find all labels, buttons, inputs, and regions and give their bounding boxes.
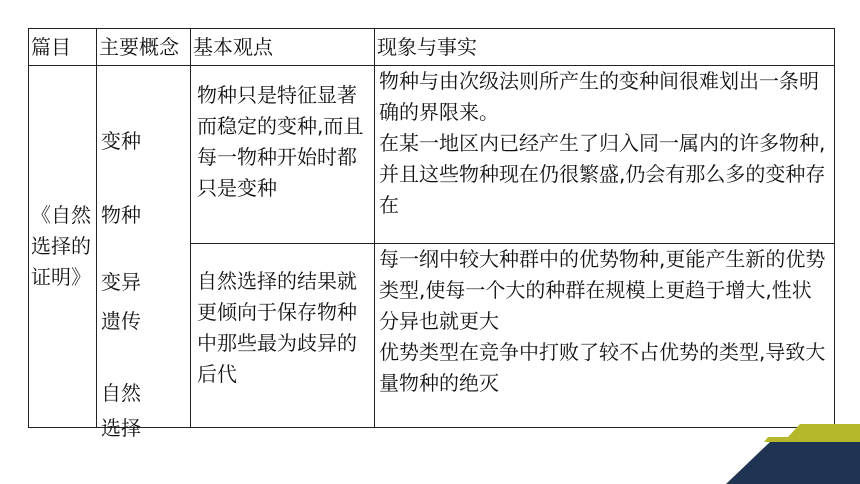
header-label: 基本观点	[193, 35, 273, 59]
concept-item: 自然	[101, 381, 141, 405]
header-label: 现象与事实	[377, 35, 477, 59]
header-view-col	[191, 29, 375, 66]
header-concept-col	[97, 29, 191, 66]
content-table	[28, 28, 835, 440]
navy-block	[726, 442, 860, 484]
concept-item: 遗传	[101, 309, 141, 333]
header-row	[29, 29, 835, 66]
header-fact-col	[375, 29, 835, 66]
essay-title: 《自然选择的证明》	[31, 203, 91, 289]
table-row	[29, 66, 835, 244]
view-cell	[191, 244, 375, 428]
view-text: 物种只是特征显著而稳定的变种,而且每一物种开始时都只是变种	[197, 83, 364, 200]
fact-text: 在某一地区内已经产生了归入同一属内的许多物种,并且这些物种现在仍很繁盛,仍会有那么多的变种存在	[379, 131, 826, 217]
fact-text: 物种与由次级法则所产生的变种间很难划出一条明确的界限来。	[379, 69, 819, 124]
title-cell	[29, 66, 97, 428]
concept-item: 变种	[101, 129, 141, 153]
fact-text: 每一纲中较大种群中的优势物种,更能产生新的优势类型,使每一个大的种群在规模上更趋于增大,性状分异也就更大	[379, 247, 826, 333]
header-label: 主要概念	[99, 35, 179, 59]
fact-text: 优势类型在竞争中打败了较不占优势的类型,导致大量物种的绝灭	[379, 340, 826, 395]
header-label: 篇目	[31, 35, 71, 59]
concept-cell	[97, 66, 191, 440]
header-title-col	[29, 29, 97, 66]
view-text: 自然选择的结果就更倾向于保存物种中那些最为歧异的后代	[197, 269, 357, 386]
view-cell	[191, 66, 375, 244]
fact-cell	[375, 244, 835, 428]
olive-stripe	[764, 437, 860, 442]
concept-item: 选择	[101, 416, 141, 440]
concept-item: 变异	[101, 270, 141, 294]
concept-item: 物种	[101, 203, 141, 227]
fact-cell	[375, 66, 835, 244]
